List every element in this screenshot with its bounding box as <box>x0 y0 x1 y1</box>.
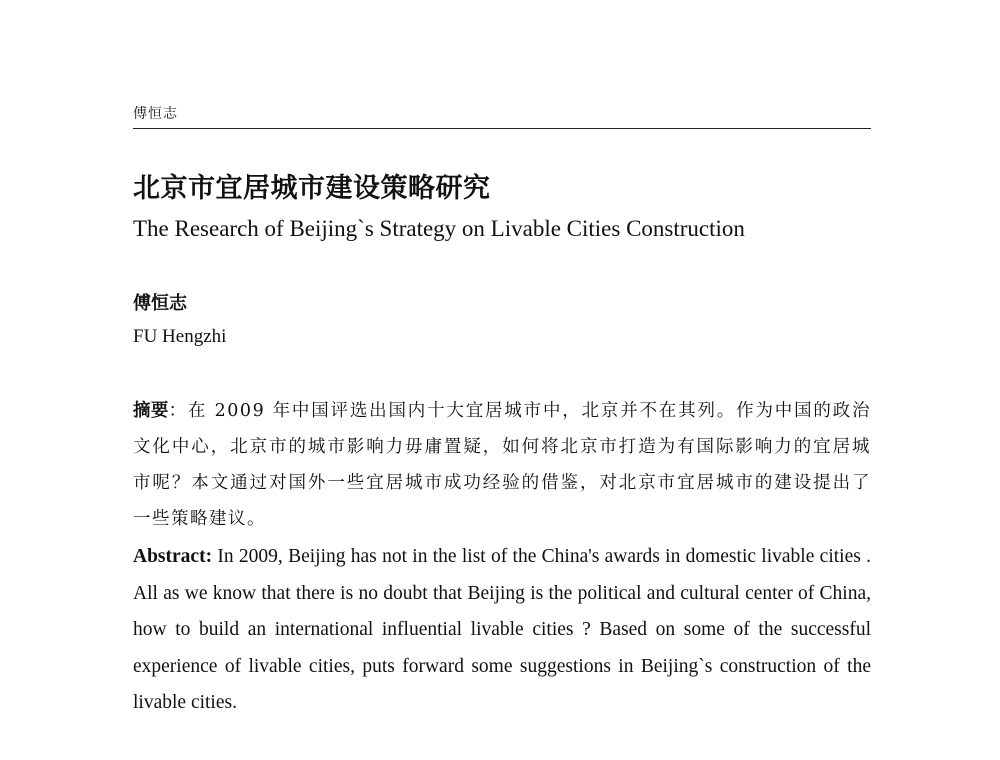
abstract-chinese-text: 在 2009 年中国评选出国内十大宜居城市中，北京并不在其列。作为中国的政治文化中心，北京市的城市影响力毋庸置疑，如何将北京市打造为有国际影响力的宜居城市呢？本文通过对国外一些宜居城市成功经验的借鉴，对北京市宜居城市的建设提出了一些策略建议。 <box>133 401 872 529</box>
header-rule <box>133 128 871 129</box>
running-header-author: 傅恒志 <box>133 106 178 122</box>
title-english: The Research of Beijing`s Strategy on Livable Cities Construction <box>133 216 745 241</box>
abstract-english-text: In 2009, Beijing has not in the list of the China's awards in domestic livable cities . All as we know that there is no doubt that Beijing is the political and cultural center of China, how to build an international influential livable cities ? Based on some of the successful experience of livable cities, puts forward some suggestions in Beijing`s construction of the livable cities. <box>133 546 871 713</box>
abstract-english <box>133 539 871 722</box>
abstract-chinese <box>133 393 871 537</box>
author-name-english: FU Hengzhi <box>133 326 227 347</box>
title-chinese: 北京市宜居城市建设策略研究 <box>133 173 491 204</box>
abstract-chinese-label: 摘要 <box>133 401 169 421</box>
abstract-chinese-separator: ： <box>168 401 188 421</box>
author-name-chinese: 傅恒志 <box>133 293 187 314</box>
abstract-english-label: Abstract: <box>133 546 213 567</box>
